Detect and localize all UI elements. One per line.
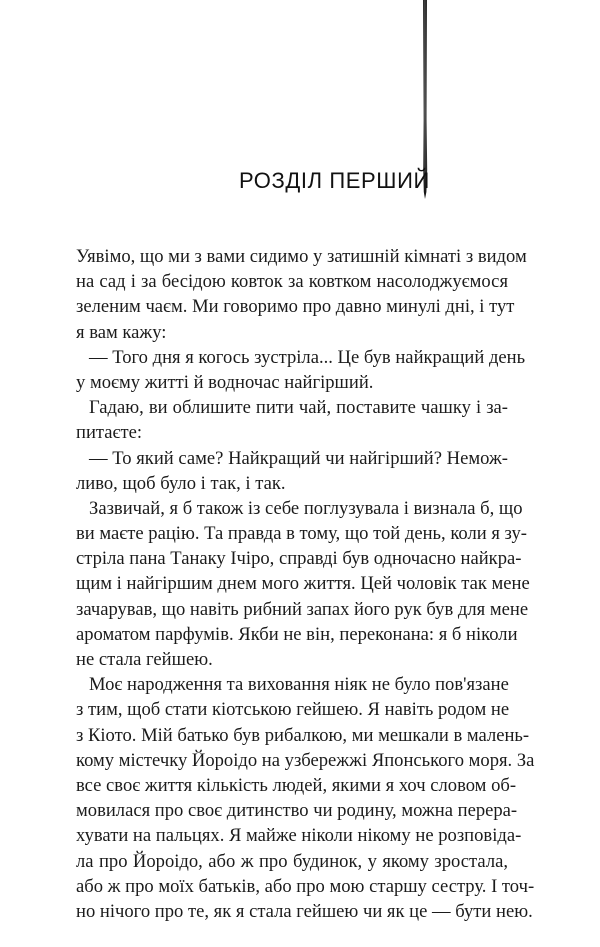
paragraph [76,446,508,496]
text-line: ви маєте рацію. Та правда в тому, що той день, коли я зу- [76,523,527,545]
text-line: Уявімо, що ми з вами сидимо у затишній кімнаті з видом [76,246,527,267]
paragraph [76,395,508,445]
text-line: з Кіото. Мій батько був рибалкою, ми мешкали в малень- [76,724,530,746]
text-line: ароматом парфумів. Якби не він, переконана: я б ніколи [76,623,518,645]
chapter-text [76,244,535,924]
text-line: хувати на пальцях. Я майже ніколи нікому не розповіда- [76,825,522,847]
text-line: но нічого про те, як я стала гейшею чи як це — бути нею. [76,900,533,922]
text-line: питаєте: [76,422,143,444]
paragraph [76,496,530,672]
text-line: зачарував, що навіть рибний запах його рук був для мене [76,598,529,620]
text-line: ливо, щоб було і так, і так. [76,472,286,494]
text-line: не стала гейшею. [76,649,213,670]
text-line: кому містечку Йороідо на узбережжі Японського моря. За [76,749,535,771]
text-line: або ж про моїх батьків, або про мою старшу сестру. І точ- [76,875,535,897]
text-line: я вам кажу: [76,321,167,343]
paragraph [76,345,526,395]
text-line: на сад і за бесідою ковток за ковтком насолоджуємося [76,271,508,293]
text-line: мовилася про своє дитинство чи родину, можна перера- [76,800,518,822]
text-line: — Того дня я когось зустріла... Це був найкращий день [89,346,526,368]
text-line: Зазвичай, я б також із себе поглузувала і визнала б, що [89,497,523,519]
text-line: ла про Йороідо, або ж про будинок, у якому зростала, [76,850,508,872]
paragraph [76,244,527,345]
text-line: Моє народження та виховання ніяк не було пов'язане [89,674,509,696]
text-line: Гадаю, ви облишите пити чай, поставите чашку і за- [89,397,508,419]
text-line: зеленим чаєм. Ми говоримо про давно минулі дні, і тут [76,296,515,318]
text-line: щим і найгіршим днем мого життя. Цей чоловік так мене [76,573,530,595]
text-line: все своє життя кількість людей, якими я хоч словом об- [76,774,517,796]
text-line: — То який саме? Найкращий чи найгірший? Немож- [89,447,508,469]
paragraph [76,672,535,924]
text-line: з тим, щоб стати кіотською гейшею. Я навіть родом не [76,699,510,721]
chapter-title: РОЗДІЛ ПЕРШИЙ [239,168,430,193]
text-line: стріла пана Танаку Ічіро, справді був одночасно найкра- [76,548,522,570]
text-line: у моєму житті й водночас найгірший. [76,371,374,393]
